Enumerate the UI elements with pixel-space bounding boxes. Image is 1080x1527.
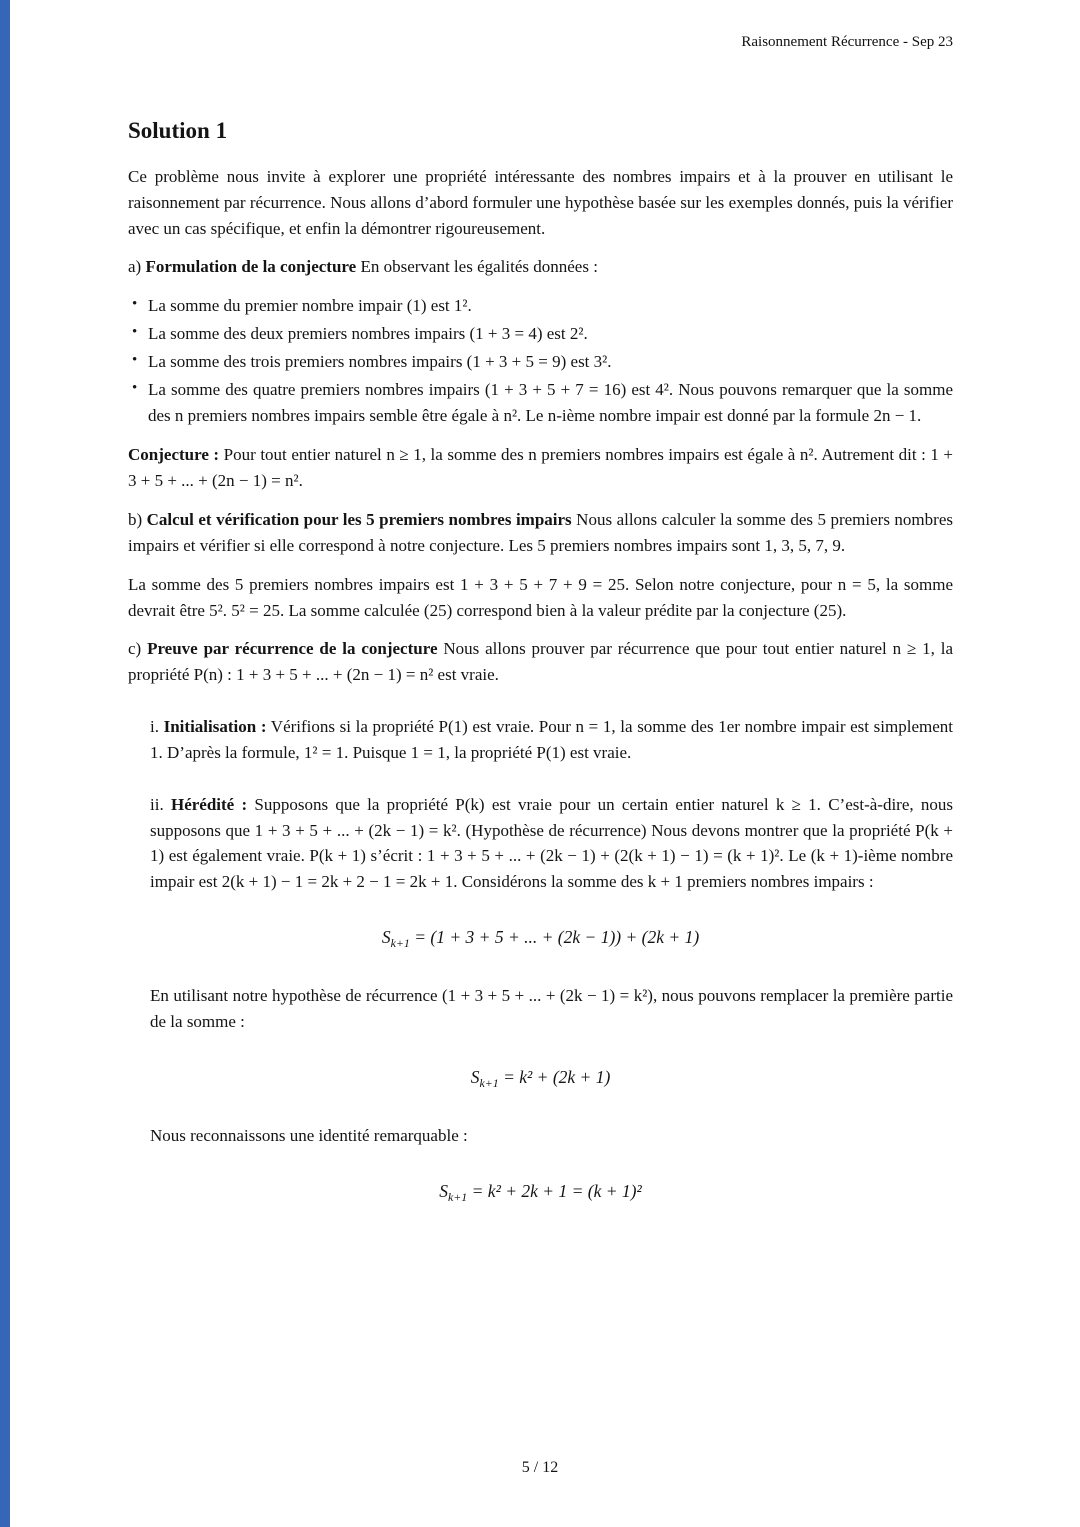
header-course-label: Raisonnement Récurrence - Sep 23: [741, 34, 953, 50]
list-item: [148, 293, 953, 319]
heredite-text: Supposons que la propriété P(k) est vraie pour un certain entier naturel k ≥ 1. C’est-à-dire, nous supposons que 1 + 3 + 5 + ... + (2k − 1) = k². (Hypothèse de récurrence) Nous devons montrer que la propriété P(k + 1) est également vraie. P(k + 1) s’écrit : 1 + 3 + 5 + ... + (2k − 1) + (2(k + 1) − 1) = (k + 1)². Le (k + 1)-ième nombre impair est 2(k + 1) − 1 = 2k + 2 − 1 = 2k + 1. Considérons la somme des k + 1 premiers nombres impairs :: [150, 794, 953, 892]
section-b-label: b): [128, 510, 147, 530]
list-item-text: La somme des deux premiers nombres impairs (1 + 3 = 4) est 2².: [148, 324, 588, 344]
verification-paragraph: [128, 572, 953, 624]
heredite-block: [150, 792, 953, 895]
conjecture-paragraph: [128, 442, 953, 494]
initialisation-block: [150, 714, 953, 766]
verification-text: La somme des 5 premiers nombres impairs est 1 + 3 + 5 + 7 + 9 = 25. Selon notre conjecture, pour n = 5, la somme devrait être 5². 5² = 25. La somme calculée (25) correspond bien à la valeur prédite par la conjecture (25).: [128, 574, 953, 620]
equation-subscript: k+1: [448, 1190, 468, 1204]
hypothesis-use-text: En utilisant notre hypothèse de récurrence (1 + 3 + 5 + ... + (2k − 1) = k²), nous pouvons remplacer la première partie de la somme :: [150, 986, 953, 1032]
equation-substitution: [128, 1067, 953, 1091]
left-edge-strip: [0, 0, 10, 1527]
section-b-text: Nous allons calculer la somme des 5 premiers nombres impairs et vérifier si elle correspond à notre conjecture. Les 5 premiers nombres impairs sont 1, 3, 5, 7, 9.: [128, 510, 953, 555]
section-a-title: Formulation de la conjecture: [145, 257, 357, 277]
intro-text: Ce problème nous invite à explorer une propriété intéressante des nombres impairs et à la prouver en utilisant le raisonnement par récurrence. Nous allons d’abord formuler une hypothèse basée sur les exemples donnés, puis la vérifier avec un cas spécifique, et enfin la démontrer rigoureusement.: [128, 167, 953, 238]
init-numeral: i.: [150, 717, 164, 737]
section-b-title: Calcul et vérification pour les 5 premiers nombres impairs: [146, 510, 572, 530]
equation-subscript: k+1: [390, 936, 410, 951]
solution-title: Solution 1: [128, 118, 228, 143]
observations-list: [128, 293, 953, 428]
identity-intro-paragraph: [150, 1123, 953, 1149]
equation-body: = (1 + 3 + 5 + ... + (2k − 1)) + (2k + 1): [409, 927, 700, 948]
equation-lhs: S: [470, 1066, 480, 1087]
intro-paragraph: [128, 164, 953, 241]
page-footer: [0, 1459, 1080, 1477]
section-a-label: a): [128, 257, 146, 277]
list-item-text: La somme des quatre premiers nombres impairs (1 + 3 + 5 + 7 = 16) est 4². Nous pouvons remarquer que la somme des n premiers nombres impairs semble être égale à n². Le n-ième nombre impair est donné par la formule 2n − 1.: [148, 379, 953, 425]
section-b-heading: [128, 507, 953, 559]
list-item-text: La somme des trois premiers nombres impairs (1 + 3 + 5 = 9) est 3².: [148, 351, 612, 371]
section-a-text: En observant les égalités données :: [356, 257, 598, 277]
equation-sum-expansion: [128, 927, 953, 951]
list-item: [148, 377, 953, 429]
equation-lhs: S: [439, 1180, 448, 1201]
identity-intro-text: Nous reconnaissons une identité remarquable :: [150, 1126, 468, 1146]
equation-subscript: k+1: [479, 1076, 499, 1091]
section-c-heading: [128, 636, 953, 688]
equation-lhs: S: [381, 927, 391, 948]
section-a-heading: [128, 254, 953, 280]
equation-body: = k² + 2k + 1 = (k + 1)²: [467, 1180, 642, 1201]
hypothesis-use-paragraph: [150, 983, 953, 1035]
heredite-numeral: ii.: [150, 794, 171, 814]
init-label: Initialisation :: [163, 717, 267, 737]
section-c-text: Nous allons prouver par récurrence que pour tout entier naturel n ≥ 1, la propriété P(n) : 1 + 3 + 5 + ... + (2n − 1) = n² est vraie.: [128, 639, 954, 685]
page-number: 5 / 12: [521, 1459, 559, 1476]
equation-identity: [128, 1181, 953, 1205]
conjecture-label: Conjecture :: [128, 445, 220, 465]
section-c-title: Preuve par récurrence de la conjecture: [147, 639, 438, 659]
list-item: [148, 349, 953, 375]
list-item-text: La somme du premier nombre impair (1) est 1².: [148, 296, 472, 316]
page-header: [741, 34, 953, 51]
init-text: Vérifions si la propriété P(1) est vraie. Pour n = 1, la somme des 1er nombre impair est simplement 1. D’après la formule, 1² = 1. Puisque 1 = 1, la propriété P(1) est vraie.: [150, 717, 953, 762]
document-content: [128, 118, 953, 1237]
equation-body: = k² + (2k + 1): [498, 1066, 611, 1087]
conjecture-text: Pour tout entier naturel n ≥ 1, la somme des n premiers nombres impairs est égale à n². Autrement dit : 1 + 3 + 5 + ... + (2n − 1) = n².: [128, 445, 954, 491]
section-c-label: c): [128, 639, 148, 659]
heredite-label: Hérédité :: [170, 794, 248, 814]
list-item: [148, 321, 953, 347]
